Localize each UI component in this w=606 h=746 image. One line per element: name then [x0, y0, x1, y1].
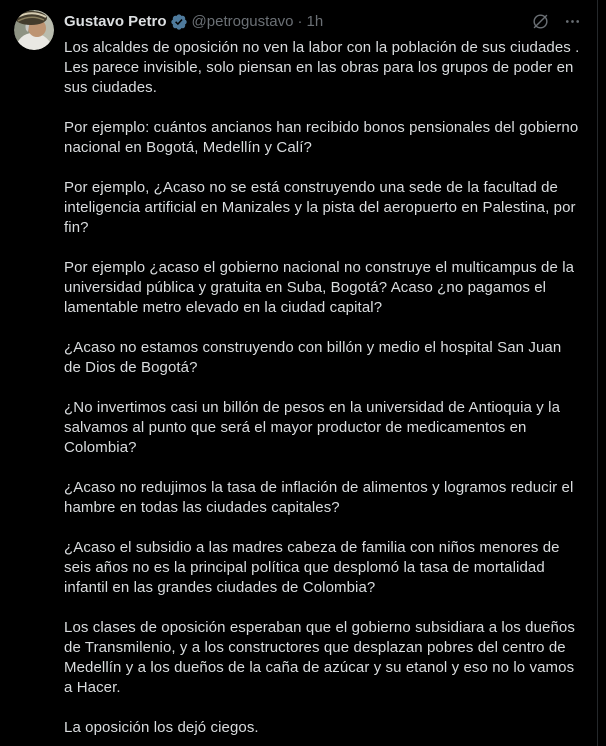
tweet-paragraph: Los alcaldes de oposición no ven la labor con la población de sus ciudades . Les parece invisible, solo piensan en las obras para los grupos de poder en sus ciudades. — [64, 39, 580, 96]
tweet-paragraph: Por ejemplo, ¿Acaso no se está construyendo una sede de la facultad de inteligencia artificial en Manizales y la pista del aeropuerto en Palestina, por fin? — [64, 179, 576, 236]
tweet-paragraph: La oposición los dejó ciegos. — [64, 719, 259, 736]
tweet-paragraph: ¿Acaso el subsidio a las madres cabeza de familia con niños menores de seis años no es la principal política que desplomó la tasa de mortalidad infantil en las grandes ciudades de Colombia? — [64, 539, 560, 596]
verified-badge-icon — [170, 13, 188, 31]
avatar-column — [14, 10, 54, 738]
tweet-paragraph: ¿Acaso no estamos construyendo con billón y medio el hospital San Juan de Dios de Bogotá? — [64, 339, 562, 376]
user-handle[interactable]: @petrogustavo — [191, 13, 294, 30]
timestamp[interactable]: 1h — [306, 13, 324, 30]
tweet-paragraph: Por ejemplo ¿acaso el gobierno nacional no construye el multicampus de la universidad pública y gratuita en Suba, Bogotá? Acaso ¿no pagamos el lamentable metro elevado en la ciudad capital? — [64, 259, 575, 316]
tweet-content — [64, 10, 581, 738]
tweet-paragraph: Los clases de oposición esperaban que el gobierno subsidiara a los dueños de Transmilenio, y a los constructores que desplazan pobres del centro de Medellín y a los dueños de la caña de azúcar y su etanol y eso no lo vamos a Hacer. — [64, 619, 575, 696]
separator-dot: · — [297, 13, 303, 30]
avatar[interactable] — [14, 10, 54, 50]
grok-slashed-circle-icon — [532, 13, 549, 30]
tweet-paragraph: ¿No invertimos casi un billón de pesos en la universidad de Antioquia y la salvamos al punto que será el mayor productor de medicamentos en Colombia? — [64, 399, 561, 456]
tweet-paragraph: ¿Acaso no redujimos la tasa de inflación de alimentos y logramos reducir el hambre en todas las ciudades capitales? — [64, 479, 574, 516]
tweet-body — [64, 38, 581, 738]
tweet-header — [64, 11, 581, 32]
avatar-image — [14, 10, 54, 50]
three-dots-more-icon — [564, 13, 581, 30]
tweet-paragraph: Por ejemplo: cuántos ancianos han recibido bonos pensionales del gobierno nacional en Bogotá, Medellín y Calí? — [64, 119, 579, 156]
grok-button[interactable] — [532, 13, 549, 30]
more-button[interactable] — [564, 13, 581, 30]
display-name[interactable]: Gustavo Petro — [64, 13, 167, 30]
